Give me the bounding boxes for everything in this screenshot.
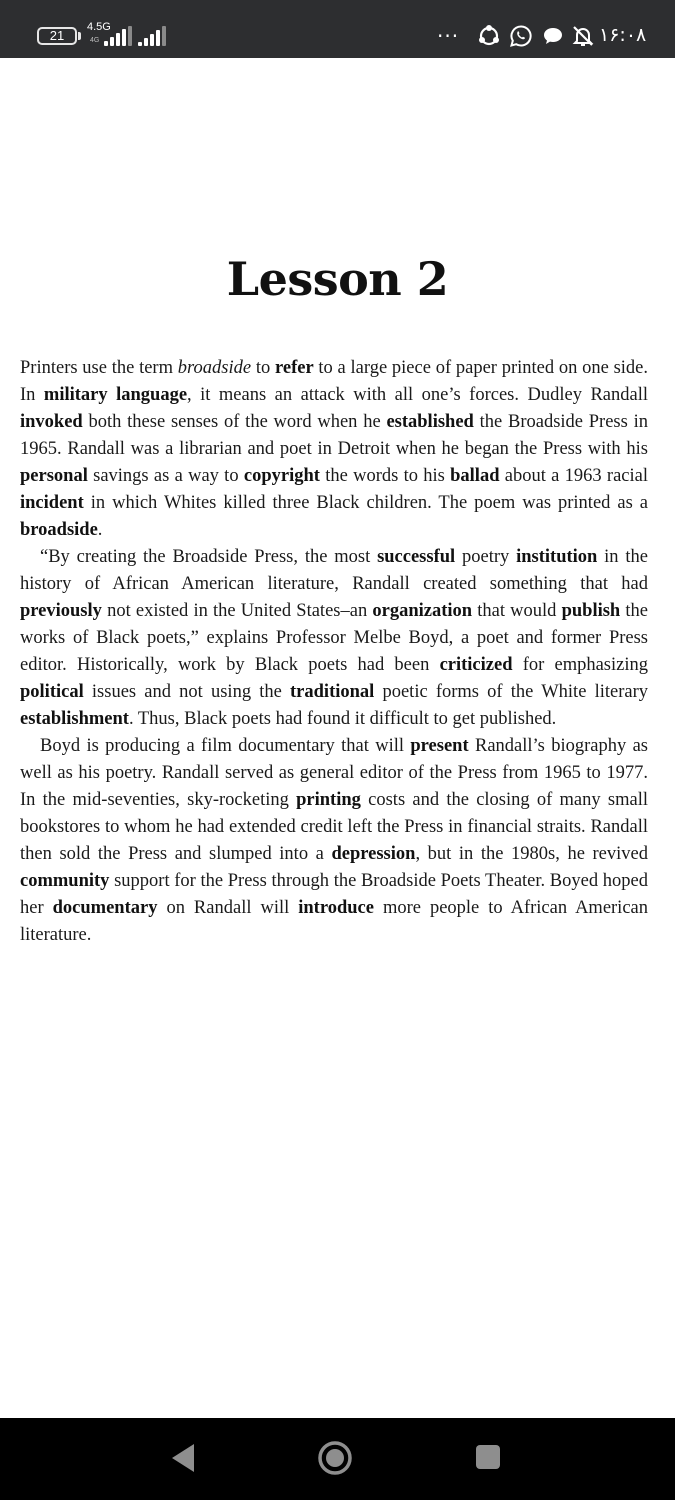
text-run: not existed in the United States–an — [101, 601, 373, 621]
text-run: . — [97, 520, 103, 540]
text-run: costs and the closing of many small bookstores to whom he had extended credit left the Press in financial straits. Randall then sold the Press and slumped into a — [20, 790, 648, 864]
reading-passage — [20, 355, 648, 949]
text-run: . Thus, Black poets had found it difficult to get published. — [128, 709, 557, 729]
vocab-word: institution — [516, 547, 598, 567]
text-run: savings as a way to — [87, 466, 244, 486]
vocab-word: organization — [372, 601, 473, 621]
chat-bubble-icon — [541, 24, 565, 48]
more-notifications-icon: ··· — [437, 24, 460, 48]
vocab-word: ballad — [450, 466, 500, 486]
text-run: poetic forms of the White literary — [374, 682, 648, 702]
whatsapp-icon — [509, 24, 533, 48]
text-run: to a large piece of paper printed on one side. In — [20, 358, 649, 405]
paragraph-1 — [20, 355, 648, 544]
signal-strength-sim2-icon — [138, 26, 168, 46]
status-clock: ١۶:٠٨ — [599, 24, 647, 46]
navigation-bar — [0, 1418, 675, 1500]
text-run: , but in the 1980s, he revived — [415, 844, 648, 864]
vocab-word: previously — [20, 601, 102, 621]
sync-icon — [477, 24, 501, 48]
vocab-word: present — [410, 736, 469, 756]
network-subtype: 4G — [90, 37, 100, 44]
vocab-word: community — [20, 871, 110, 891]
vocab-word: introduce — [298, 898, 374, 918]
vocab-word: political — [20, 682, 84, 702]
recents-icon[interactable] — [476, 1445, 500, 1469]
signal-strength-sim1-icon — [104, 26, 130, 46]
text-run: in which Whites killed three Black children. The poem was printed as a — [83, 493, 648, 513]
battery-tip — [78, 32, 81, 40]
text-run: for emphasizing — [512, 655, 648, 675]
home-icon[interactable] — [317, 1440, 353, 1476]
text-run: poetry — [455, 547, 517, 567]
text-run: , it means an attack with all one’s forces. Dudley Randall — [187, 385, 648, 405]
battery-indicator: 21 — [37, 27, 77, 45]
text-run: Boyd is producing a film documentary that will — [40, 736, 411, 756]
text-run: issues and not using the — [83, 682, 291, 702]
vocab-word: copyright — [243, 466, 320, 486]
text-run: to — [251, 358, 275, 378]
vocab-word: printing — [296, 790, 361, 810]
vocab-word: successful — [377, 547, 456, 567]
vocab-word: depression — [331, 844, 416, 864]
vocab-word: incident — [20, 493, 84, 513]
vocab-word: invoked — [20, 412, 83, 432]
vocab-word: personal — [20, 466, 88, 486]
vocab-word: criticized — [439, 655, 513, 675]
text-run: “By creating the Broadside Press, the most — [40, 547, 378, 567]
text-run: the words to his — [319, 466, 451, 486]
bell-off-icon — [571, 24, 595, 48]
vocab-word: documentary — [52, 898, 158, 918]
italic-term: broadside — [177, 358, 252, 378]
text-run: in the history of African American literature, Randall created something that had — [20, 547, 648, 594]
text-run: the works of Black poets,” explains Professor Melbe Boyd, a poet and former Press editor. Historically, work by Black poets had been — [20, 601, 648, 675]
text-run: Randall’s biography as well as his poetry. Randall served as general editor of the Press from 1965 to 1977. In the mid-seventies, sky-rocketing — [20, 736, 648, 810]
vocab-word: refer — [274, 358, 314, 378]
vocab-word: publish — [561, 601, 621, 621]
back-icon[interactable] — [170, 1442, 198, 1474]
vocab-word: establishment — [20, 709, 129, 729]
vocab-word: broadside — [20, 520, 98, 540]
text-run: about a 1963 racial — [499, 466, 648, 486]
paragraph-2 — [20, 544, 648, 733]
vocab-word: military language — [43, 385, 188, 405]
text-run: more people to African American literature. — [20, 898, 648, 945]
text-run: both these senses of the word when he — [82, 412, 387, 432]
text-run: on Randall will — [157, 898, 299, 918]
text-run: that would — [472, 601, 562, 621]
text-run: Printers use the term — [20, 358, 178, 378]
text-run: the Broadside Press in 1965. Randall was a librarian and poet in Detroit when he began the Press with his — [20, 412, 648, 459]
text-run: support for the Press through the Broadside Poets Theater. Boyed hoped her — [20, 871, 648, 918]
paragraph-3 — [20, 733, 648, 949]
lesson-title: Lesson 2 — [226, 252, 449, 306]
vocab-word: established — [386, 412, 474, 432]
status-bar — [0, 0, 675, 58]
vocab-word: traditional — [290, 682, 375, 702]
network-type: 4.5G — [87, 21, 111, 33]
